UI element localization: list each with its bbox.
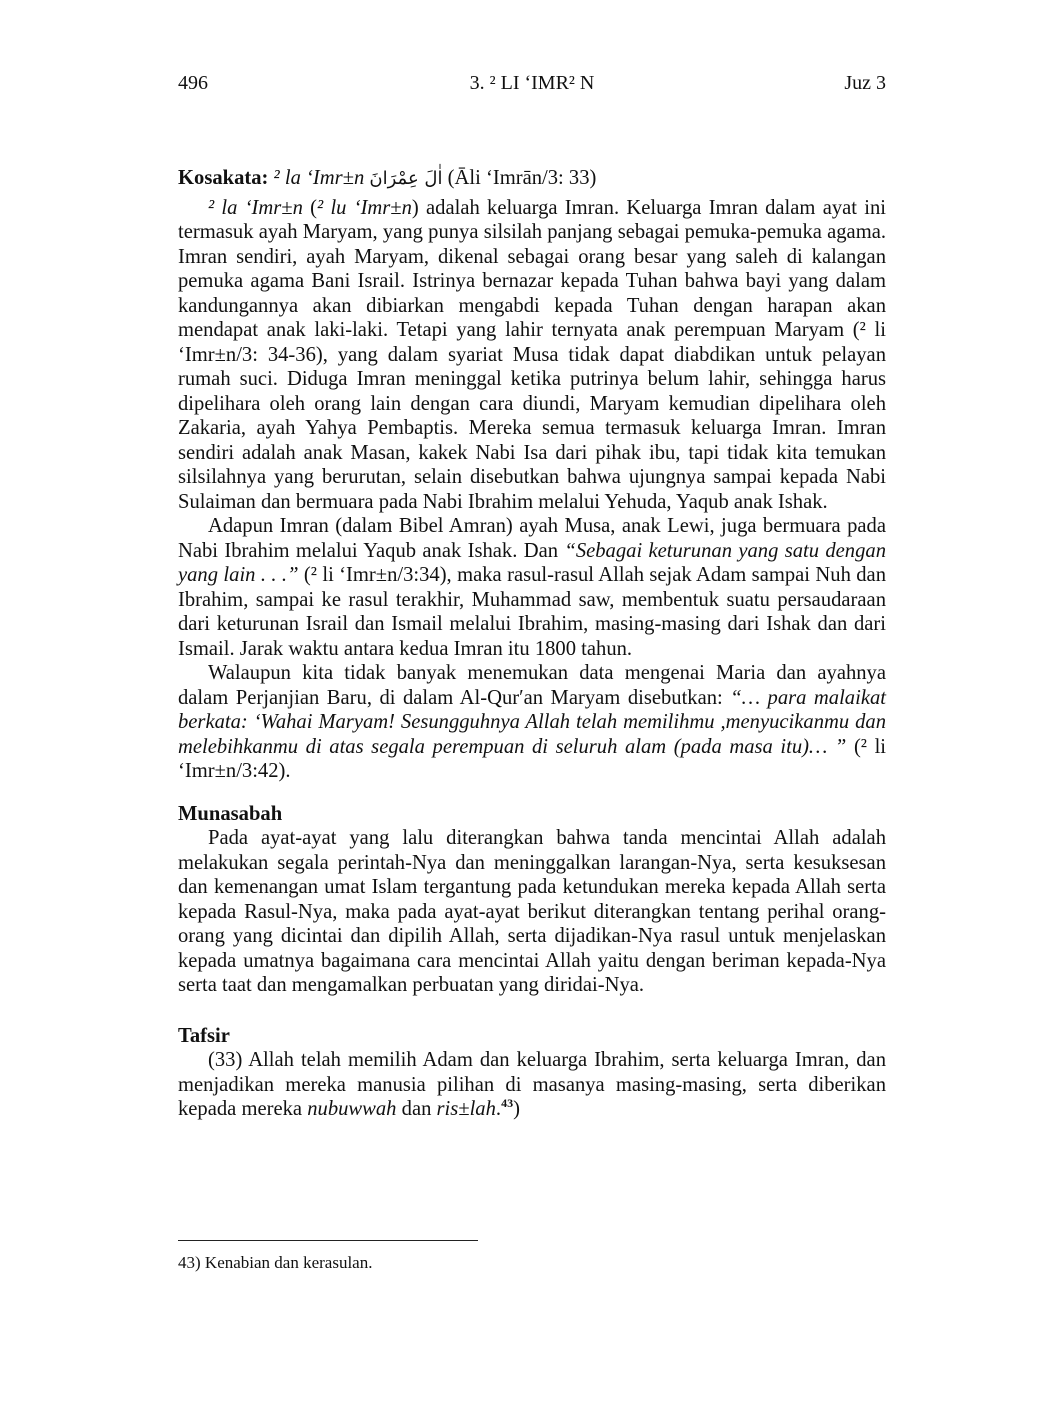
- tafsir-term-risalah: ris±lah: [436, 1098, 496, 1120]
- footnote: 43) Kenabian dan kerasulan.: [178, 1253, 373, 1272]
- kosakata-p3-end: (² li ‘Imr±n/3:42).: [178, 735, 887, 782]
- tafsir-heading: Tafsir: [178, 1024, 230, 1047]
- kosakata-heading-line: [178, 166, 886, 192]
- juz-label: Juz 3: [844, 72, 886, 94]
- kosakata-paragraph-3: [178, 661, 886, 784]
- kosakata-p1-paren-term: ² lu ‘Imr±n: [317, 196, 412, 219]
- tafsir-term-nubuwwah: nubuwwah: [307, 1098, 397, 1120]
- kosakata-term-arabic: اٰلَ عِمْرَانَ: [369, 168, 443, 189]
- kosakata-term-translit: ² la ‘Imr±n: [273, 167, 365, 189]
- body-text: [178, 166, 886, 1122]
- running-head: [178, 72, 886, 98]
- kosakata-paragraph-2: [178, 514, 886, 661]
- tafsir-paragraph: (33) Allah telah memilih Adam dan keluarga Ibrahim, serta keluarga Imran, dan menjadikan mereka manusia pilihan di masanya masing-masing, serta diberikan kepada mereka nubuwwah dan ris±lah.$^{43}$): [178, 1049, 886, 1120]
- chapter-title: 3. ² LI ‘IMR² N: [469, 72, 595, 94]
- tafsir-closing: ): [513, 1098, 520, 1120]
- kosakata-p3-quote: “… para malaikat berkata: ‘Wahai Maryam! Sesungguhnya Allah telah memilihmu ,menyucikanmu dan melebihkanmu di atas segala perempuan di seluruh alam (pada masa itu)… ”: [178, 686, 886, 758]
- tafsir-text-start: (33) Allah telah memilih Adam dan keluarga Ibrahim, serta keluarga Imran, dan menjadikan mereka manusia pilihan di masanya masing-masing, serta diberikan kepada mereka: [178, 1049, 886, 1120]
- kosakata-p2-start: Adapun Imran (dalam Bibel Amran) ayah Musa, anak Lewi, juga bermuara pada Nabi Ibrahim melalui Yaqub anak Ishak. Dan: [178, 515, 886, 562]
- kosakata-p2-quote: “Sebagai keturunan yang satu dengan yang lain . . .”: [178, 539, 886, 586]
- kosakata-reference: (Āli ‘Imrān/3: 33): [447, 167, 597, 189]
- footnote-reference[interactable]: 43: [501, 1096, 514, 1111]
- footnote-divider: [178, 1240, 478, 1241]
- kosakata-p3-start: Walaupun kita tidak banyak menemukan data mengenai Maria dan ayahnya dalam Perjanjian Baru, di dalam Al-Qur′an Maryam disebutkan:: [178, 662, 886, 709]
- munasabah-paragraph: Pada ayat-ayat yang lalu diterangkan bahwa tanda mencintai Allah adalah melakukan segala perintah-Nya dan meninggalkan larangan-Nya, serta kesuksesan dan kemenangan umat Islam tergantung pada ketundukan mereka kepada Allah serta kepada Rasul-Nya, maka pada ayat-ayat berikut diterangkan tentang perihal orang-orang yang dicintai dan dipilih Allah, serta dijadikan-Nya rasul untuk menjelaskan kepada umatnya bagaimana cara mencintai Allah yaitu dengan beriman kepada-Nya serta taat dan mengamalkan perbuatan yang diridai-Nya.: [178, 827, 886, 996]
- kosakata-p1-term: ² la ‘Imr±n: [208, 196, 303, 219]
- kosakata-label: Kosakata:: [178, 167, 269, 189]
- kosakata-p2-end: (² li ‘Imr±n/3:34), maka rasul-rasul Allah sejak Adam sampai Nuh dan Ibrahim, sampai ke rasul terakhir, Muhammad saw, membentuk suatu persaudaraan dari keturunan Israil dan Ismail melalui Ibrahim, masing-masing dari Ishak dan dari Ismail. Jarak waktu antara kedua Imran itu 1800 tahun.: [178, 564, 886, 660]
- document-page: [178, 0, 886, 1417]
- munasabah-heading: Munasabah: [178, 802, 283, 825]
- kosakata-p1-text: adalah keluarga Imran. Keluarga Imran dalam ayat ini termasuk ayah Maryam, yang punya silsilah panjang sebagai pemuka-pemuka agama. Imran sendiri, ayah Maryam, dikenal sebagai orang besar yang saleh di kalangan pemuka agama Bani Israil. Istrinya bernazar kepada Tuhan bahwa bayi yang dalam kandungannya akan dibiarkan mengabdi kepada Tuhan dengan harapan akan mendapat anak laki-laki. Tetapi yang lahir ternyata anak perempuan Maryam (² li ‘Imr±n/3: 34-36), yang dalam syariat Musa tidak dapat diabdikan untuk pelayan rumah suci. Diduga Imran meninggal ketika putrinya belum lahir, sehingga harus dipelihara oleh orang lain dengan cara diundi, Maryam kemudian dipelihara oleh Zakaria, ayah Yahya Pembaptis. Mereka semua termasuk keluarga Imran. Imran sendiri adalah anak Masan, kakek Nabi Isa dari pihak ibu, tapi tidak kita temukan silsilahnya yang berurutan, selain disebutkan bahwa ujungnya sampai kepada Nabi Sulaiman dan bermuara pada Nabi Ibrahim melalui Yehuda, Yaqub anak Ishak.: [178, 196, 886, 513]
- page-number: 496: [178, 72, 208, 94]
- kosakata-paragraph-1: ² la ‘Imr±n (² lu ‘Imr±n) adalah keluarga Imran. Keluarga Imran dalam ayat ini termasuk ayah Maryam, yang punya silsilah panjang sebagai pemuka-pemuka agama. Imran sendiri, ayah Maryam, dikenal sebagai orang besar yang saleh di kalangan pemuka agama Bani Israil. Istrinya bernazar kepada Tuhan bahwa bayi yang dalam kandungannya akan dibiarkan mengabdi kepada Tuhan dengan harapan akan mendapat anak laki-laki. Tetapi yang lahir ternyata anak perempuan Maryam (² li ‘Imr±n/3: 34-36), yang dalam syariat Musa tidak dapat diabdikan untuk pelayan rumah suci. Diduga Imran meninggal ketika putrinya belum lahir, sehingga harus dipelihara oleh orang lain dengan cara diundi, Maryam kemudian dipelihara oleh Zakaria, ayah Yahya Pembaptis. Mereka semua termasuk keluarga Imran. Imran sendiri adalah anak Masan, kakek Nabi Isa dari pihak ibu, tapi tidak kita temukan silsilahnya yang berurutan, selain disebutkan bahwa ujungnya sampai kepada Nabi Sulaiman dan bermuara pada Nabi Ibrahim melalui Yehuda, Yaqub anak Ishak.: [178, 196, 886, 513]
- tafsir-conjunction: dan: [401, 1098, 432, 1120]
